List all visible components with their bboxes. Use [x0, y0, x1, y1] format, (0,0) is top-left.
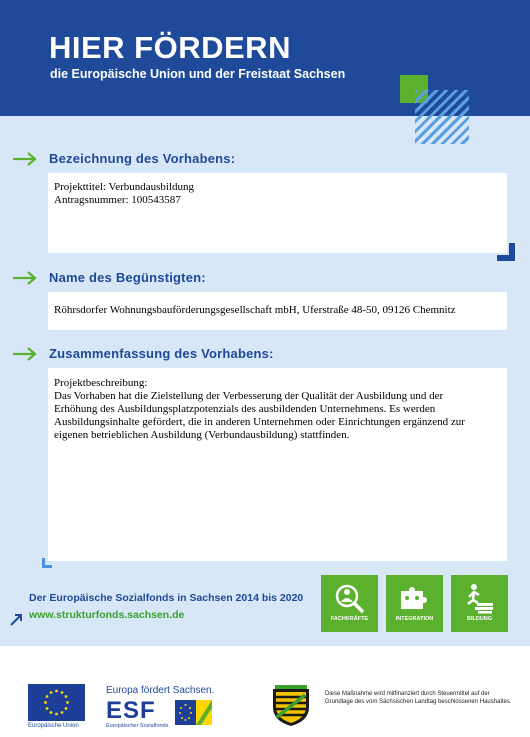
page-title: HIER FÖRDERN: [49, 30, 291, 65]
tile-label-fachkraefte: FACHKRÄFTE: [330, 616, 369, 622]
arrow-right-icon: [12, 271, 38, 285]
field-beguenstigter-line-1: Röhrsdorfer Wohnungsbauförderungsgesellschaft mbH, Uferstraße 48-50, 09126 Chemnitz: [54, 304, 456, 316]
section-heading-beguenstigter: [12, 270, 206, 285]
arrow-right-icon: [12, 152, 38, 166]
tile-fachkraefte: [321, 575, 378, 632]
link-arrow-icon: [10, 612, 24, 626]
field-zusammenfassung: [48, 368, 507, 561]
esf-tagline: Europa fördert Sachsen.: [106, 685, 215, 696]
section-heading-zusammenfassung: [12, 346, 274, 361]
funding-disclaimer: Diese Maßnahme wird mitfinanziert durch Steuermittel auf der Grundlage des vom Sächsischen Landtag beschlossenen Haushaltes.: [325, 691, 512, 705]
puzzle-icon: [399, 583, 430, 614]
eu-caption: Europäische Union: [28, 723, 79, 729]
esf-caption: Europäischer Sozialfonds: [106, 723, 169, 729]
field-beguenstigter: [48, 292, 507, 330]
field-vorhaben: [48, 173, 507, 253]
tile-label-integration: INTEGRATION: [395, 616, 434, 622]
books-runner-icon: [464, 583, 495, 614]
arrow-right-icon: [12, 347, 38, 361]
tile-label-bildung: BILDUNG: [466, 616, 493, 622]
section-heading-vorhaben: [12, 151, 235, 166]
saxony-coat-of-arms-logo: [271, 683, 311, 727]
section-label-zusammenfassung: Zusammenfassung des Vorhabens:: [49, 346, 274, 361]
field-zusammenfassung-line-3: Erhöhung des Ausbildungsplatzpotenzials des ausbildenden Unternehmens. Es werden: [54, 403, 436, 415]
section-label-beguenstigter: Name des Begünstigten:: [49, 270, 206, 285]
tile-integration: [386, 575, 443, 632]
corner-marker-icon: [497, 243, 515, 261]
esf-flag-logo: [175, 700, 212, 725]
fund-statement: Der Europäische Sozialfonds in Sachsen 2014 bis 2020: [29, 592, 304, 604]
section-label-vorhaben: Bezeichnung des Vorhabens:: [49, 151, 236, 166]
field-vorhaben-line-2: Antragsnummer: 100543587: [54, 194, 181, 206]
eu-flag-logo: [28, 684, 85, 721]
field-zusammenfassung-line-4: Ausbildungsinhalte gefördert, die in anderen Unternehmen oder Einrichtungen ergänzend zur: [54, 416, 465, 428]
corner-marker-icon: [42, 558, 52, 568]
field-vorhaben-line-1: Projekttitel: Verbundausbildung: [54, 181, 195, 193]
esf-logo-text: ESF: [106, 697, 156, 724]
field-zusammenfassung-line-5: eigenen betrieblichen Ausbildung (Verbundausbildung) stattfinden.: [54, 429, 350, 441]
search-person-icon: [334, 583, 365, 614]
tile-bildung: [451, 575, 508, 632]
decorative-hatched-square: [415, 90, 469, 144]
website-link[interactable]: www.strukturfonds.sachsen.de: [29, 609, 185, 621]
page-subtitle: die Europäische Union und der Freistaat Sachsen: [50, 67, 346, 81]
field-zusammenfassung-line-1: Projektbeschreibung:: [54, 377, 148, 389]
field-zusammenfassung-line-2: Das Vorhaben hat die Zielstellung der Verbesserung der Qualität der Ausbildung und der: [54, 390, 444, 402]
